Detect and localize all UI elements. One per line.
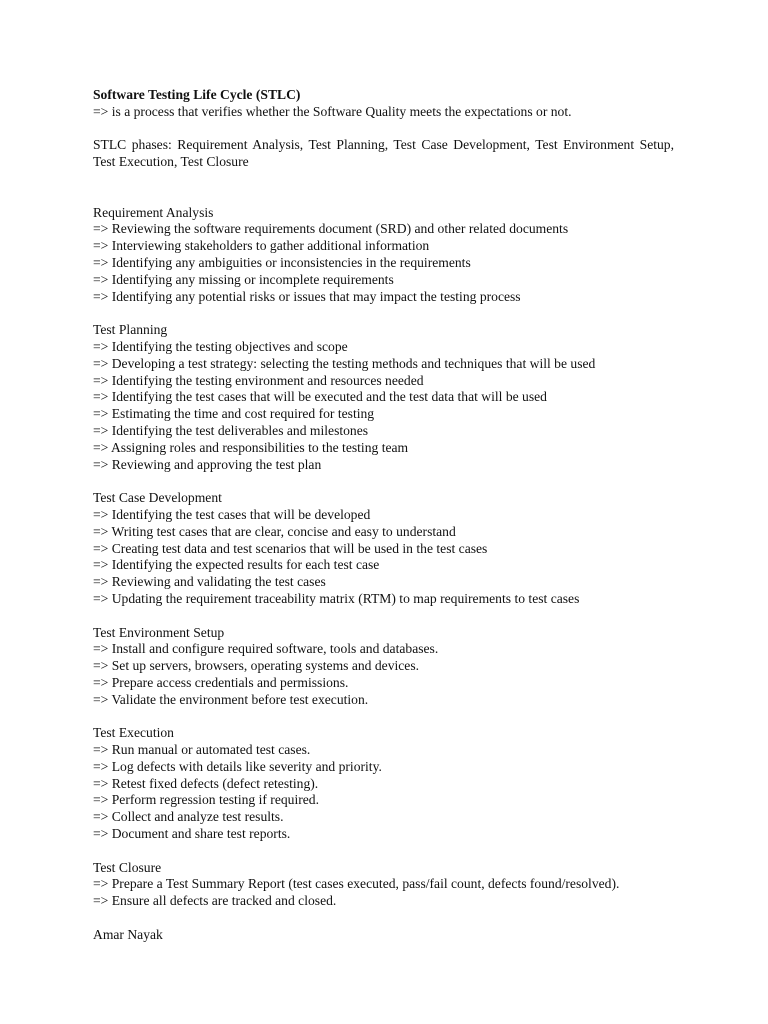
document-title: Software Testing Life Cycle (STLC)	[93, 87, 301, 102]
section-test-closure	[93, 860, 674, 910]
section-heading: Test Environment Setup	[93, 624, 225, 640]
section-item-list	[93, 507, 674, 608]
list-item: => Reviewing the software requirements document (SRD) and other related documents	[93, 221, 569, 237]
list-item: => Writing test cases that are clear, concise and easy to understand	[93, 523, 456, 539]
list-item: => Creating test data and test scenarios that will be used in the test cases	[93, 540, 488, 556]
section-requirement-analysis	[93, 205, 674, 306]
list-item: => Install and configure required software, tools and databases.	[93, 641, 439, 657]
section-item-list	[93, 641, 674, 708]
section-test-planning	[93, 322, 674, 473]
spacer	[93, 608, 674, 625]
list-item: => Identifying the expected results for each test case	[93, 557, 380, 573]
list-item: => Assigning roles and responsibilities to the testing team	[93, 439, 409, 455]
section-test-execution	[93, 725, 674, 843]
list-item: => Document and share test reports.	[93, 826, 291, 842]
section-item-list	[93, 876, 674, 910]
spacer	[93, 121, 674, 138]
list-item: => Reviewing and approving the test plan	[93, 456, 322, 472]
list-item: => Identifying the test cases that will be developed	[93, 506, 371, 522]
list-item: => Perform regression testing if required.	[93, 792, 319, 808]
section-heading: Test Closure	[93, 859, 162, 875]
section-heading: Test Planning	[93, 322, 168, 338]
list-item: => Reviewing and validating the test cases	[93, 574, 326, 590]
spacer	[93, 305, 674, 322]
sections-container	[93, 205, 674, 910]
list-item: => Interviewing stakeholders to gather additional information	[93, 238, 430, 254]
spacer	[93, 708, 674, 725]
spacer	[93, 171, 674, 205]
list-item: => Identifying the testing environment and resources needed	[93, 372, 424, 388]
list-item: => Identifying the testing objectives and scope	[93, 338, 348, 354]
list-item: => Collect and analyze test results.	[93, 809, 284, 825]
list-item: => Updating the requirement traceability matrix (RTM) to map requirements to test cases	[93, 590, 580, 606]
spacer	[93, 843, 674, 860]
section-heading: Test Case Development	[93, 490, 222, 506]
section-heading: Test Execution	[93, 725, 174, 741]
list-item: => Estimating the time and cost required for testing	[93, 406, 375, 422]
list-item: => Identifying any missing or incomplete requirements	[93, 271, 394, 287]
section-test-environment-setup	[93, 625, 674, 709]
list-item: => Prepare access credentials and permissions.	[93, 674, 349, 690]
author-name: Amar Nayak	[93, 926, 163, 942]
document-page	[93, 87, 674, 944]
list-item: => Retest fixed defects (defect retesting).	[93, 775, 319, 791]
section-heading: Requirement Analysis	[93, 204, 214, 220]
list-item: => Log defects with details like severity and priority.	[93, 758, 382, 774]
list-item: => Identifying the test cases that will be executed and the test data that will be used	[93, 389, 547, 405]
list-item: => Set up servers, browsers, operating systems and devices.	[93, 658, 420, 674]
section-item-list	[93, 221, 674, 305]
section-item-list	[93, 339, 674, 473]
list-item: => Identifying any potential risks or issues that may impact the testing process	[93, 288, 521, 304]
phases-summary: STLC phases: Requirement Analysis, Test Planning, Test Case Development, Test Environment Setup, Test Execution, Test Closure	[93, 137, 674, 170]
spacer	[93, 473, 674, 490]
list-item: => Developing a test strategy: selecting the testing methods and techniques that will be used	[93, 355, 596, 371]
list-item: => Run manual or automated test cases.	[93, 742, 311, 758]
section-item-list	[93, 742, 674, 843]
list-item: => Prepare a Test Summary Report (test cases executed, pass/fail count, defects found/resolved).	[93, 876, 620, 892]
list-item: => Identifying any ambiguities or inconsistencies in the requirements	[93, 254, 471, 270]
list-item: => Validate the environment before test execution.	[93, 691, 369, 707]
list-item: => Ensure all defects are tracked and closed.	[93, 893, 337, 909]
stlc-definition: => is a process that verifies whether the Software Quality meets the expectations or not.	[93, 103, 572, 119]
section-test-case-development	[93, 490, 674, 608]
list-item: => Identifying the test deliverables and milestones	[93, 422, 369, 438]
